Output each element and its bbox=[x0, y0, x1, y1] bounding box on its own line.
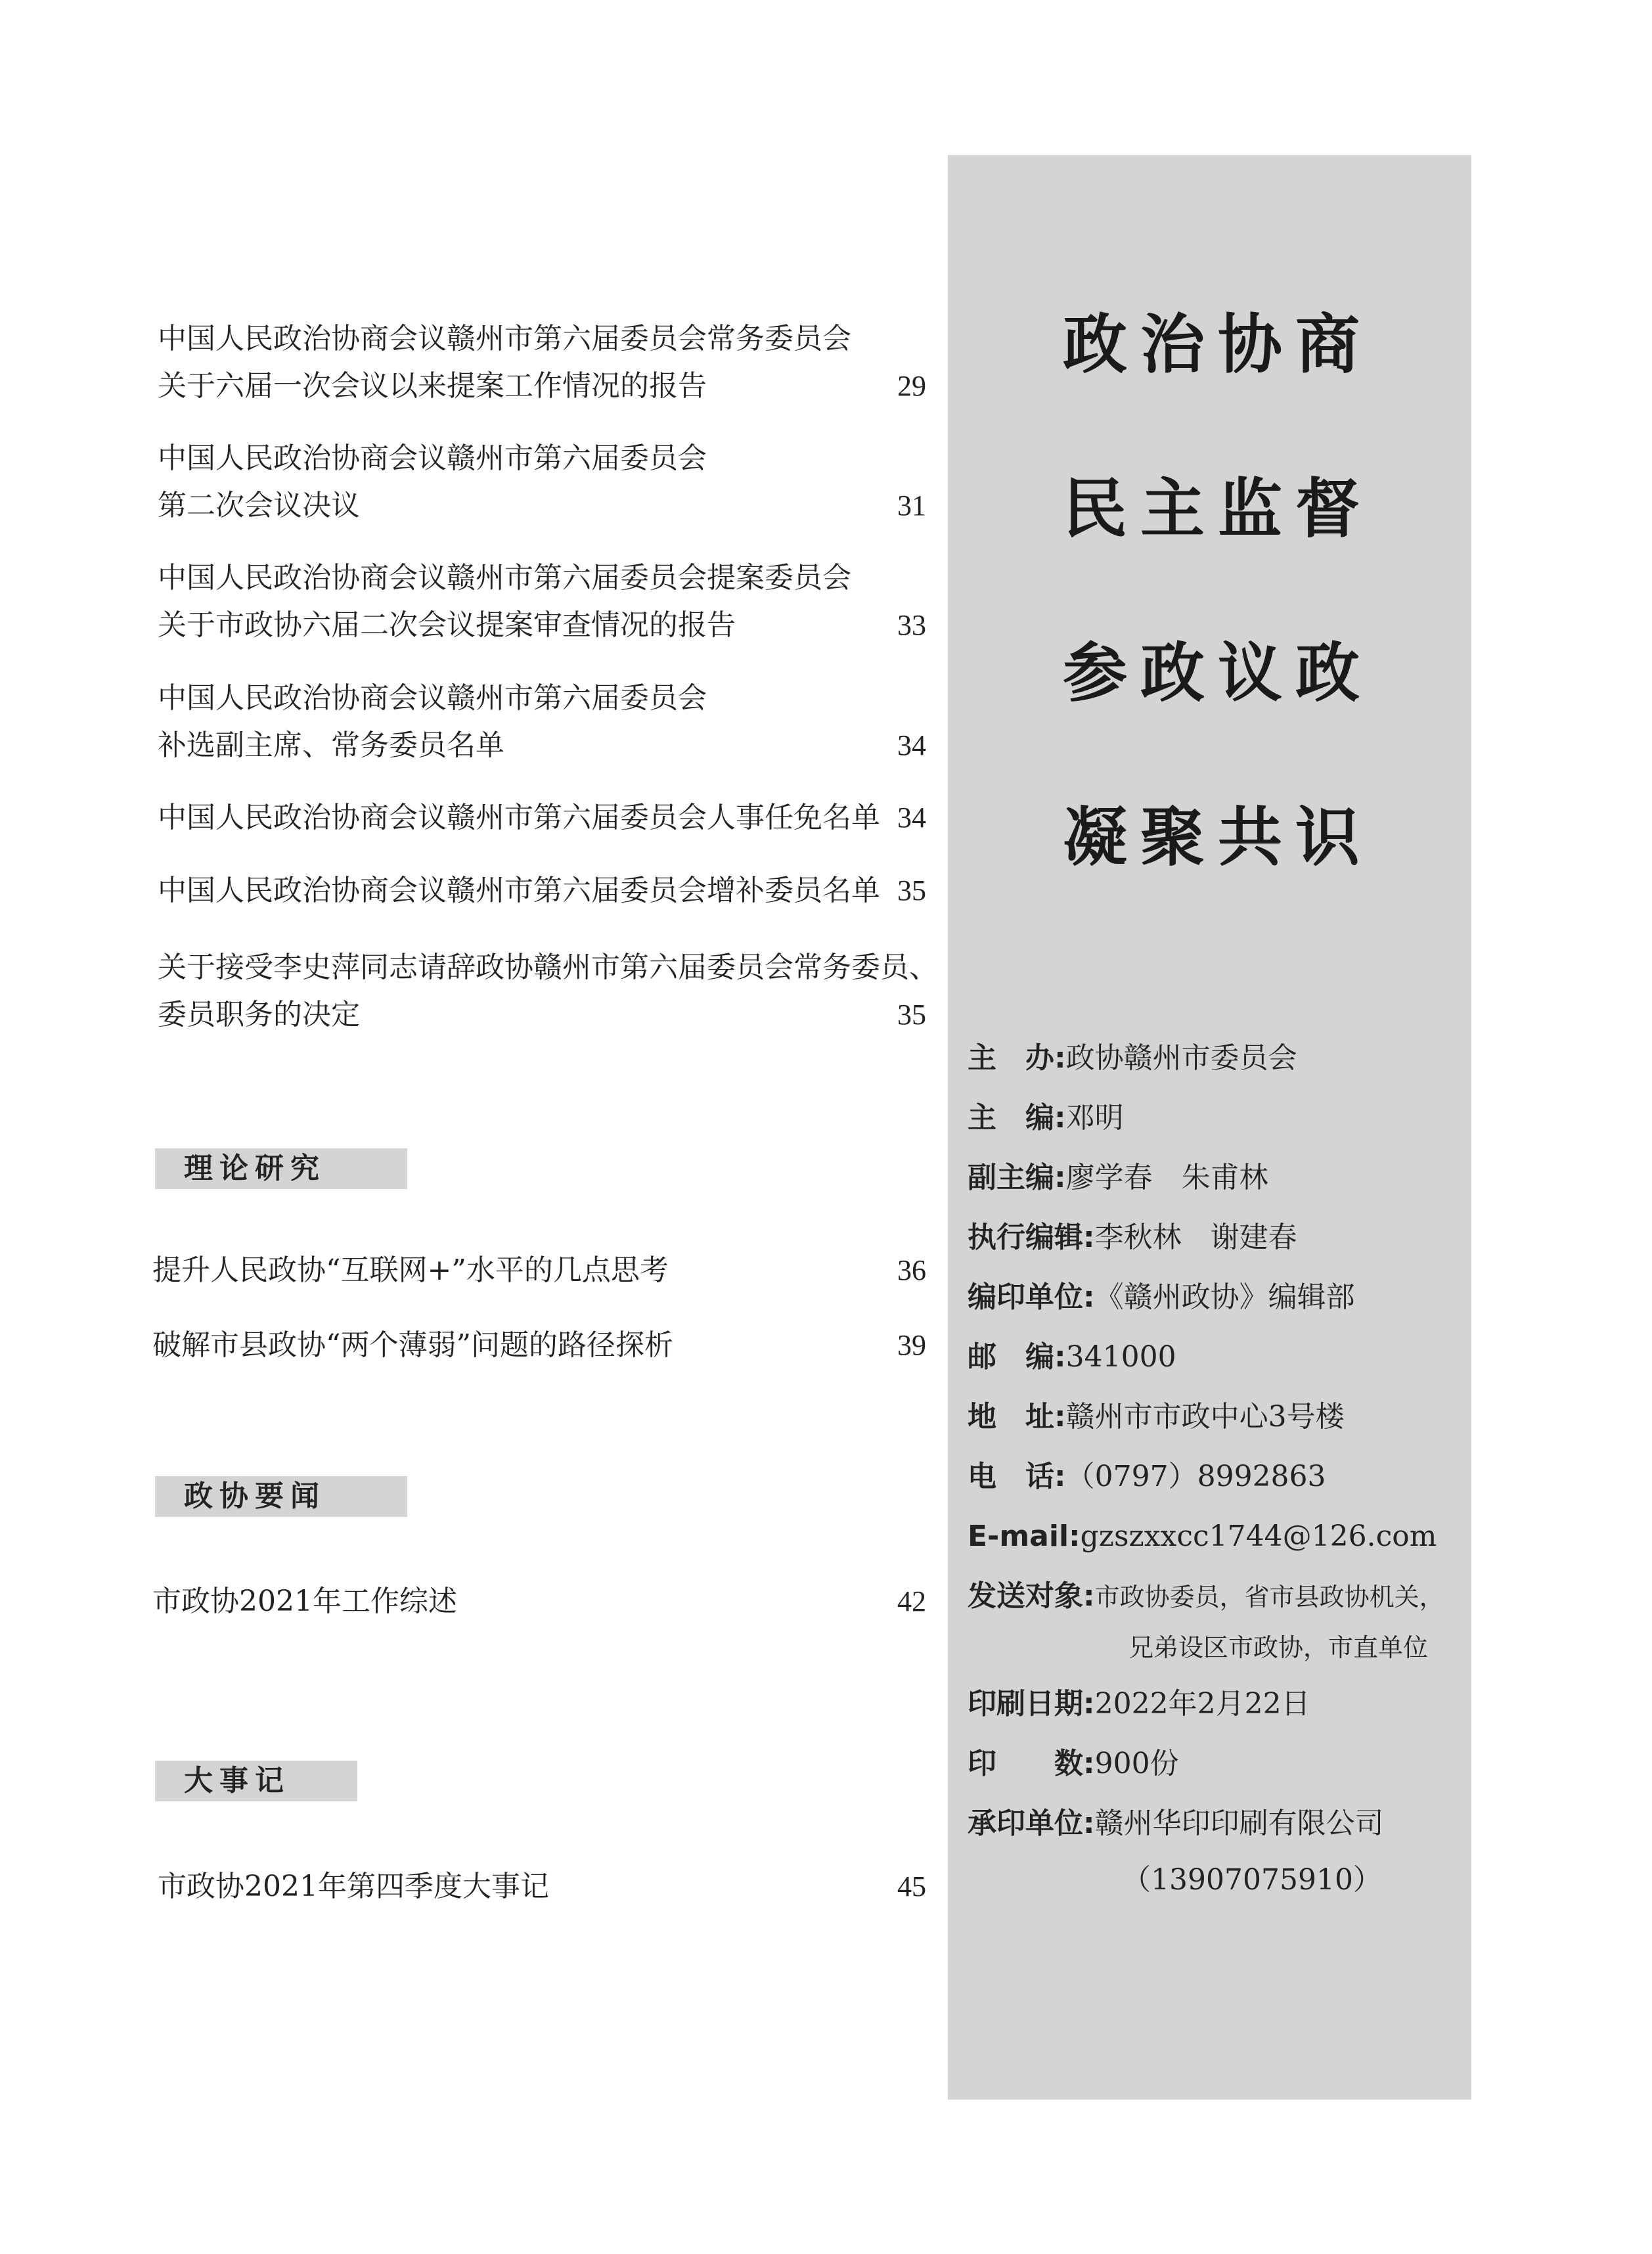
toc-entry[interactable] bbox=[152, 1578, 926, 1625]
toc-entry-line: 中国人民政治协商会议赣州市第六届委员会人事任免名单 bbox=[158, 801, 880, 834]
toc-entry[interactable] bbox=[158, 675, 926, 769]
info-value: gzszxxcc1744@126.com bbox=[1080, 1520, 1437, 1553]
info-row-editor bbox=[968, 1098, 1124, 1138]
slogan: 政治协商 bbox=[1063, 307, 1373, 382]
info-value: 赣州华印印刷有限公司 bbox=[1094, 1807, 1384, 1840]
info-row-recipients bbox=[968, 1577, 1444, 1617]
info-row-sponsor bbox=[968, 1039, 1297, 1078]
toc-page-number: 34 bbox=[897, 729, 926, 761]
toc-entry-line: 市政协2021年第四季度大事记 bbox=[158, 1870, 549, 1903]
toc-entry[interactable] bbox=[158, 435, 926, 530]
info-value: 邓明 bbox=[1065, 1101, 1124, 1135]
toc-entry-line: 关于接受李史萍同志请辞政协赣州市第六届委员会常务委员、 bbox=[158, 951, 938, 984]
info-label: 发送对象: bbox=[968, 1579, 1095, 1613]
toc-page-number: 31 bbox=[897, 489, 926, 522]
toc-page-number: 35 bbox=[897, 999, 926, 1031]
slogan: 民主监督 bbox=[1063, 472, 1373, 547]
toc-entry-line: 破解市县政协“两个薄弱”问题的路径探析 bbox=[152, 1328, 673, 1362]
info-row-printer bbox=[968, 1804, 1384, 1843]
toc-entry[interactable] bbox=[152, 1322, 926, 1369]
info-row-print-count bbox=[968, 1744, 1179, 1784]
info-row-postcode bbox=[968, 1338, 1176, 1377]
info-value: 《赣州政协》编辑部 bbox=[1094, 1280, 1355, 1314]
toc-page-number: 42 bbox=[897, 1585, 926, 1617]
info-row-address bbox=[968, 1397, 1345, 1437]
toc-entry-line: 中国人民政治协商会议赣州市第六届委员会提案委员会 bbox=[158, 561, 851, 595]
toc-entry-line: 中国人民政治协商会议赣州市第六届委员会增补委员名单 bbox=[158, 874, 880, 907]
toc-entry-line: 中国人民政治协商会议赣州市第六届委员会 bbox=[158, 681, 707, 715]
info-value-continued: 兄弟设区市政协，市直单位 bbox=[1128, 1633, 1429, 1662]
toc-entry-line: 补选副主席、常务委员名单 bbox=[158, 729, 504, 762]
toc-page-number: 29 bbox=[897, 370, 926, 402]
masthead-sidebar bbox=[948, 155, 1471, 2100]
section-header-news: 政协要闻 bbox=[155, 1476, 407, 1517]
toc-page-number: 33 bbox=[897, 609, 926, 641]
info-value: 赣州市市政中心3号楼 bbox=[1065, 1400, 1345, 1433]
info-value: 廖学春 朱甫林 bbox=[1065, 1161, 1268, 1194]
info-label: 副主编: bbox=[968, 1161, 1066, 1194]
info-label: 主 编: bbox=[968, 1101, 1066, 1135]
toc-page-number: 34 bbox=[897, 801, 926, 834]
info-label: 承印单位: bbox=[968, 1807, 1095, 1840]
toc-page-number: 35 bbox=[897, 874, 926, 907]
toc-entry[interactable] bbox=[158, 794, 926, 842]
info-value: 政协赣州市委员会 bbox=[1065, 1041, 1297, 1075]
toc-entry-line: 中国人民政治协商会议赣州市第六届委员会 bbox=[158, 441, 707, 475]
info-value-continued: （13907075910） bbox=[1122, 1863, 1382, 1897]
info-label: 印 数: bbox=[968, 1747, 1095, 1780]
info-row-executive-editor bbox=[968, 1218, 1297, 1257]
slogan: 参政议政 bbox=[1063, 636, 1373, 711]
toc-entry-line: 提升人民政协“互联网+”水平的几点思考 bbox=[152, 1253, 669, 1287]
info-label: 电 话: bbox=[968, 1460, 1066, 1493]
section-header-chronicle: 大事记 bbox=[155, 1761, 357, 1801]
info-label: 执行编辑: bbox=[968, 1221, 1095, 1254]
info-label: 编印单位: bbox=[968, 1280, 1095, 1314]
toc-entry[interactable] bbox=[158, 944, 938, 1039]
info-row-print-date bbox=[968, 1684, 1310, 1724]
info-value: 341000 bbox=[1065, 1340, 1176, 1374]
info-label: 印刷日期: bbox=[968, 1687, 1095, 1721]
section-header-theory: 理论研究 bbox=[155, 1148, 407, 1189]
toc-page-number: 36 bbox=[897, 1254, 926, 1286]
info-row-email bbox=[968, 1517, 1437, 1556]
toc-entry[interactable] bbox=[152, 1247, 926, 1294]
info-row-phone bbox=[968, 1457, 1326, 1497]
toc-entry[interactable] bbox=[158, 315, 926, 410]
toc-entry-line: 关于市政协六届二次会议提案审查情况的报告 bbox=[158, 608, 736, 642]
toc-entry[interactable] bbox=[158, 554, 926, 649]
toc-page-number: 39 bbox=[897, 1329, 926, 1361]
info-value: 李秋林 谢建春 bbox=[1094, 1221, 1297, 1254]
slogan: 凝聚共识 bbox=[1063, 800, 1373, 875]
info-value: （0797）8992863 bbox=[1065, 1460, 1326, 1493]
toc-entry-line: 市政协2021年工作综述 bbox=[152, 1585, 457, 1618]
toc-entry-line: 委员职务的决定 bbox=[158, 998, 360, 1031]
info-label: E-mail: bbox=[968, 1520, 1081, 1553]
toc-entry-line: 关于六届一次会议以来提案工作情况的报告 bbox=[158, 369, 707, 403]
toc-page-number: 45 bbox=[897, 1870, 926, 1903]
info-value: 市政协委员，省市县政协机关， bbox=[1094, 1583, 1444, 1612]
toc-entry[interactable] bbox=[158, 1863, 926, 1910]
info-value: 2022年2月22日 bbox=[1094, 1687, 1310, 1721]
toc-entry[interactable] bbox=[158, 867, 926, 914]
info-label: 地 址: bbox=[968, 1400, 1066, 1433]
info-value: 900份 bbox=[1094, 1747, 1179, 1780]
info-label: 主 办: bbox=[968, 1041, 1066, 1075]
toc-entry-line: 第二次会议决议 bbox=[158, 489, 360, 522]
info-row-deputy-editor bbox=[968, 1158, 1268, 1198]
toc-entry-line: 中国人民政治协商会议赣州市第六届委员会常务委员会 bbox=[158, 322, 851, 355]
info-row-publisher bbox=[968, 1278, 1355, 1317]
info-label: 邮 编: bbox=[968, 1340, 1066, 1374]
